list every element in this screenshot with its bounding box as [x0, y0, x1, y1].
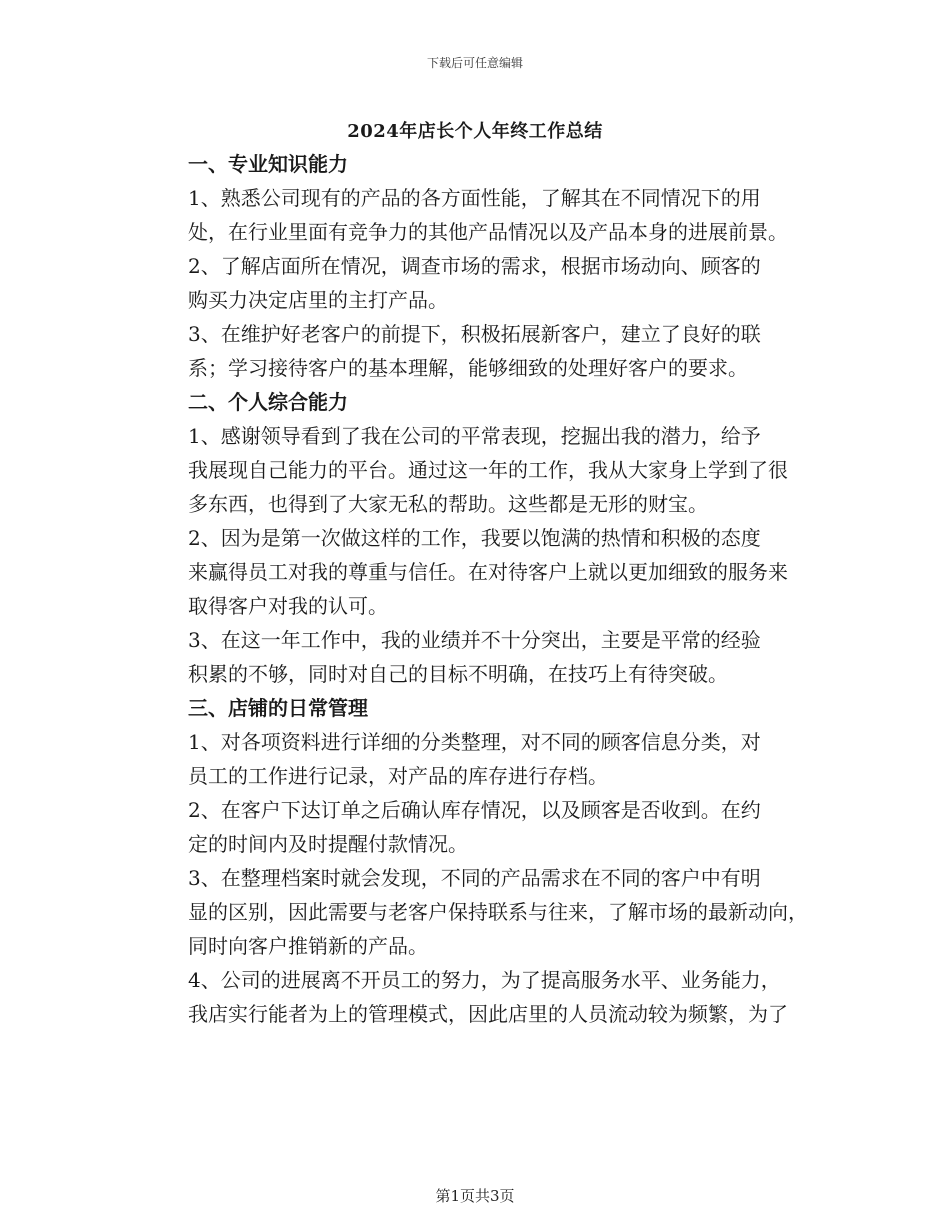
paragraph-line: 我店实行能者为上的管理模式，因此店里的人员流动较为频繁，为了	[188, 1002, 788, 1026]
paragraph	[142, 725, 832, 793]
paragraph	[142, 181, 832, 249]
document-body	[142, 147, 832, 1031]
paragraph-line: 积累的不够，同时对自己的目标不明确，在技巧上有待突破。	[188, 662, 728, 686]
paragraph	[142, 793, 832, 861]
paragraph-line: 来赢得员工对我的尊重与信任。在对待客户上就以更加细致的服务来	[188, 560, 788, 584]
section-heading: 三、店铺的日常管理	[188, 696, 368, 720]
paragraph-line: 多东西，也得到了大家无私的帮助。这些都是无形的财宝。	[188, 492, 708, 516]
paragraph-line: 3、在维护好老客户的前提下，积极拓展新客户，建立了良好的联	[188, 322, 761, 346]
paragraph-line: 1、熟悉公司现有的产品的各方面性能，了解其在不同情况下的用	[188, 186, 761, 210]
paragraph-line: 3、在这一年工作中，我的业绩并不十分突出，主要是平常的经验	[188, 628, 761, 652]
paragraph-line: 2、了解店面所在情况，调查市场的需求，根据市场动向、顾客的	[188, 254, 761, 278]
document-title: 2024年店长个人年终工作总结	[347, 121, 603, 142]
paragraph-line: 显的区别，因此需要与老客户保持联系与往来，了解市场的最新动向，	[188, 900, 808, 924]
section-heading: 二、个人综合能力	[188, 390, 348, 414]
paragraph	[142, 963, 832, 1031]
paragraph-line: 1、对各项资料进行详细的分类整理，对不同的顾客信息分类，对	[188, 730, 761, 754]
header-note: 下载后可任意编辑	[426, 56, 523, 70]
paragraph-line: 我展现自己能力的平台。通过这一年的工作，我从大家身上学到了很	[188, 458, 788, 482]
paragraph-line: 3、在整理档案时就会发现，不同的产品需求在不同的客户中有明	[188, 866, 761, 890]
paragraph-line: 系；学习接待客户的基本理解，能够细致的处理好客户的要求。	[188, 356, 748, 380]
paragraph-line: 定的时间内及时提醒付款情况。	[188, 832, 468, 856]
paragraph-line: 取得客户对我的认可。	[188, 594, 388, 618]
paragraph-line: 购买力决定店里的主打产品。	[188, 288, 448, 312]
paragraph	[142, 419, 832, 521]
paragraph-line: 2、在客户下达订单之后确认库存情况，以及顾客是否收到。在约	[188, 798, 761, 822]
paragraph	[142, 249, 832, 317]
paragraph-line: 同时向客户推销新的产品。	[188, 934, 428, 958]
paragraph-line: 4、公司的进展离不开员工的努力，为了提高服务水平、业务能力，	[188, 968, 781, 992]
paragraph	[142, 861, 832, 963]
paragraph-line: 员工的工作进行记录，对产品的库存进行存档。	[188, 764, 608, 788]
paragraph	[142, 623, 832, 691]
paragraph	[142, 521, 832, 623]
paragraph-line: 1、感谢领导看到了我在公司的平常表现，挖掘出我的潜力，给予	[188, 424, 761, 448]
paragraph-line: 2、因为是第一次做这样的工作，我要以饱满的热情和积极的态度	[188, 526, 761, 550]
page-footer: 第1页共3页	[435, 1187, 515, 1205]
section-heading: 一、专业知识能力	[188, 152, 348, 176]
paragraph	[142, 317, 832, 385]
paragraph-line: 处，在行业里面有竞争力的其他产品情况以及产品本身的进展前景。	[188, 220, 788, 244]
